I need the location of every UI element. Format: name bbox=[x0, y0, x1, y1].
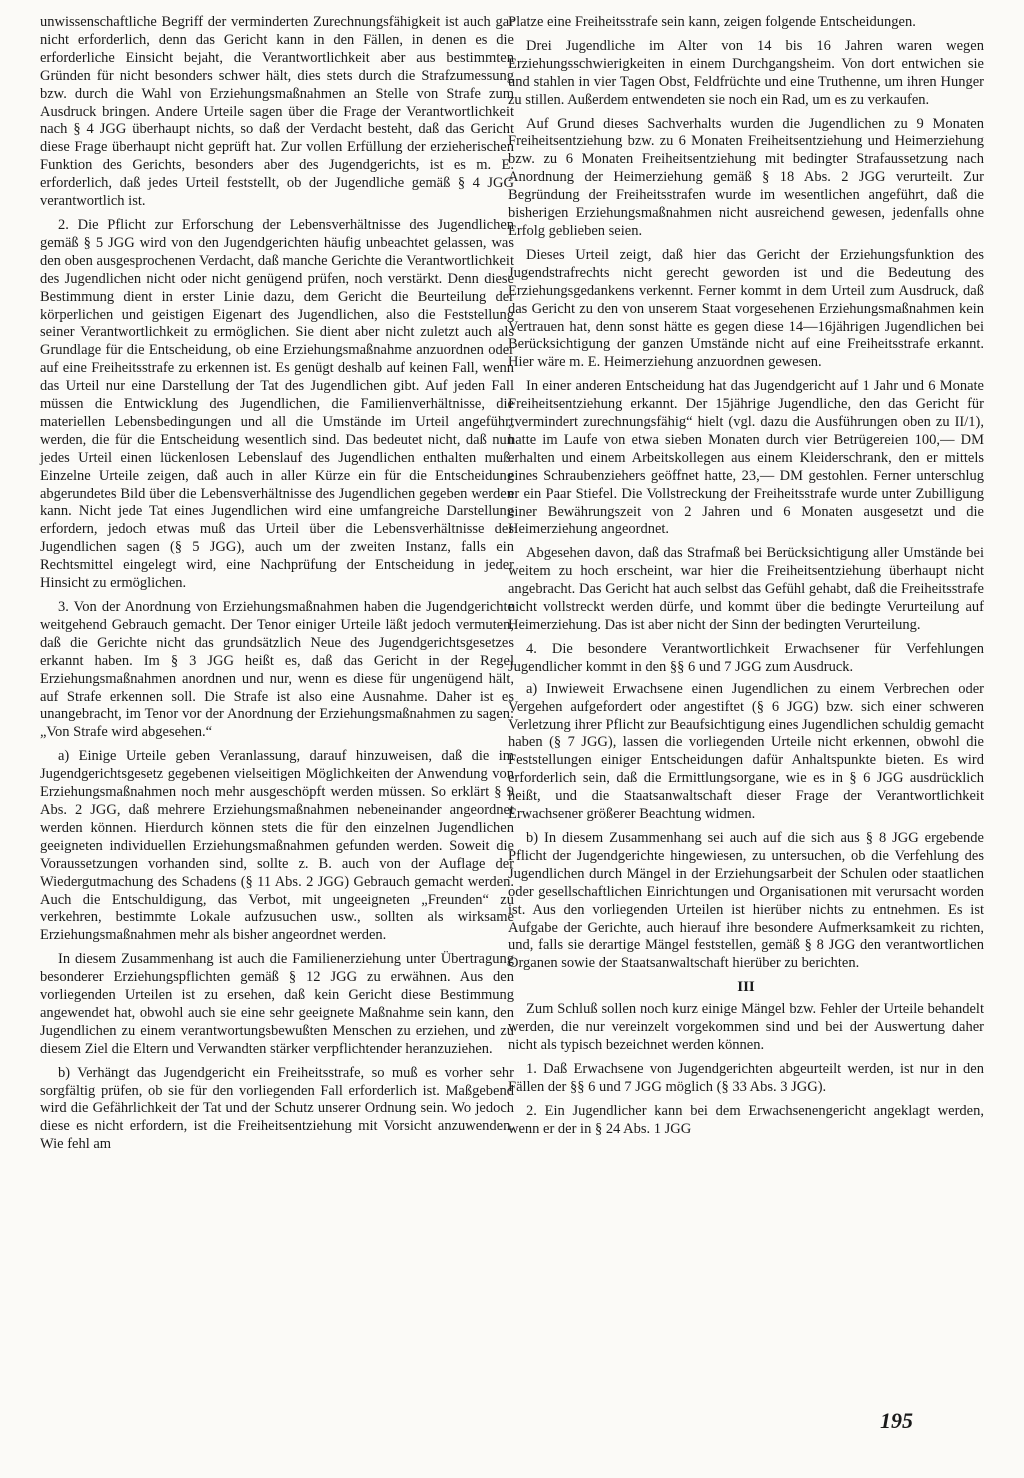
paragraph: Drei Jugendliche im Alter von 14 bis 16 Jahren waren wegen Erziehungsschwierigkeiten in einem Durchgangsheim. Von dort entwichen sie und stahlen in vier Tagen Obst, Feldfrüchte und eine Truthenne, um ihren Hunger zu stillen. Außerdem entwendeten sie noch ein Rad, um es zu verkaufen. bbox=[508, 37, 984, 108]
paragraph: 2. Die Pflicht zur Erforschung der Lebensverhältnisse des Jugendlichen gemäß § 5 JGG wird von den Jugendgerichten häufig unbeachtet gelassen, was den oben ausgesprochenen Verdacht, daß manche Gerichte die Verantwortlichkeit des Jugendlichen nicht oder nicht genügend prüfen, noch verstärkt. Denn diese Bestimmung dient in erster Linie dazu, dem Gericht die Beurteilung der körperlichen und geistigen Eigenart des Jugendlichen, also die Feststellung seiner Verantwortlichkeit zu ermöglichen. Sie dient aber nicht zuletzt auch als Grundlage für die Entscheidung, ob eine Erziehungsmaßnahme anzuordnen oder auf eine Freiheitsstrafe zu erkennen ist. Es genügt deshalb auf keinen Fall, wenn das Urteil nur eine Darstellung der Tat des Jugendlichen gibt. Auf jeden Fall müssen die Entwicklung des Jugendlichen, die Familienverhältnisse, die materiellen Lebensbedingungen und all die Umstände im Urteil angeführt werden, die für die Entscheidung wesentlich sind. Das bedeutet nicht, daß nun jedes Urteil einen lückenlosen Lebenslauf des Jugendlichen enthalten muß. Einzelne Urteile zeigen, daß auch in aller Kürze ein für die Entscheidung abgerundetes Bild über die Lebensverhältnisse des Jugendlichen gegeben werden kann. Nicht jede Tat eines Jugendlichen wird eine umfangreiche Darstellung erfordern, jedoch etwas muß das Urteil über die Lebensverhältnisse des Jugendlichen sagen (§ 5 JGG), auch um der zweiten Instanz, falls ein Rechtsmittel eingelegt wird, eine Nachprüfung der Entscheidung in jeder Hinsicht zu ermöglichen. bbox=[40, 216, 514, 592]
paragraph: 3. Von der Anordnung von Erziehungsmaßnahmen haben die Jugendgerichte weitgehend Gebrauch gemacht. Der Tenor einiger Urteile läßt jedoch vermuten, daß die Gerichte nicht das grundsätzlich Neue des Jugendgerichtsgesetzes erkannt haben. Im § 3 JGG heißt es, daß das Gericht in der Regel Erziehungsmaßnahmen anordnen und nur, wenn es diese für ungenügend hält, auf Strafe erkennen soll. Die Strafe ist also eine Ausnahme. Daher ist es unangebracht, im Tenor vor der Anordnung der Erziehungsmaßnahmen zu sagen: „Von Strafe wird abgesehen.“ bbox=[40, 599, 514, 741]
right-column bbox=[508, 14, 984, 1144]
paragraph: unwissenschaftliche Begriff der verminderten Zurechnungsfähigkeit ist auch gar nicht erforderlich, denn das Gericht kann in den Fällen, in denen es die erforderliche Einsicht bejaht, die Verantwortlichkeit aber aus bestimmten Gründen für nicht besonders schwer hält, dies stets durch die Strafzumessung bzw. durch die Wahl von Erziehungsmaßnahmen an Stelle von Strafe zum Ausdruck bringen. Andere Urteile sagen über die Frage der Verantwortlichkeit nach § 4 JGG überhaupt nichts, so daß der Verdacht besteht, daß das Gericht diese Frage überhaupt nicht geprüft hat. Zur vollen Erfüllung der erzieherischen Funktion des Gerichts, besonders aber des Jugendgerichts, ist es m. E. erforderlich, daß jedes Urteil feststellt, ob der Jugendliche gemäß § 4 JGG verantwortlich ist. bbox=[40, 14, 514, 210]
paragraph: b) Verhängt das Jugendgericht ein Freiheitsstrafe, so muß es vorher sehr sorgfältig prüfen, ob sie für den vorliegenden Fall erforderlich ist. Maßgebend wird die Gefährlichkeit der Tat und der Schutz unserer Ordnung sein. Wo jedoch diese es nicht erfordern, ist die Freiheitsentziehung mit Vorsicht anzuwenden. Wie fehl am bbox=[40, 1064, 514, 1153]
paragraph: Zum Schluß sollen noch kurz einige Mängel bzw. Fehler der Urteile behandelt werden, die nur vereinzelt vorgekommen sind und bei der Auswertung daher nicht als typisch bezeichnet werden können. bbox=[508, 1001, 984, 1053]
paragraph: a) Inwieweit Erwachsene einen Jugendlichen zu einem Verbrechen oder Vergehen aufgefordert oder angestiftet (§ 6 JGG) bzw. sich einer schweren Verletzung ihrer Pflicht zur Beaufsichtigung eines Jugendlichen schuldig gemacht haben (§ 7 JGG), lassen die vorliegenden Urteile nicht erkennen, obwohl die Feststellungen einiger Entscheidungen dafür Anhaltspunkte bieten. Es wird erforderlich sein, daß die Ermittlungsorgane, wie es in § 6 JGG ausdrücklich heißt, und die Staatsanwaltschaft dieser Frage der Verantwortlichkeit Erwachsener größerer Beachtung widmen. bbox=[508, 680, 984, 823]
paragraph: Abgesehen davon, daß das Strafmaß bei Berücksichtigung aller Umstände bei weitem zu hoch erscheint, war hier die Freiheitsentziehung überhaupt nicht angebracht. Das Gericht hat auch selbst das Gefühl gehabt, daß die Freiheitsstrafe nicht vollstreckt werden dürfe, und kommt über die bedingte Verurteilung auf Heimerziehung. Das ist aber nicht der Sinn der bedingten Verurteilung. bbox=[508, 545, 984, 633]
section-heading: III bbox=[737, 979, 755, 996]
paragraph: 4. Die besondere Verantwortlichkeit Erwachsener für Verfehlungen Jugendlicher kommt in den §§ 6 und 7 JGG zum Ausdruck. bbox=[508, 640, 984, 675]
paragraph: Dieses Urteil zeigt, daß hier das Gericht der Erziehungsfunktion des Jugendstrafrechts nicht gerecht geworden ist und die Bedeutung des Erziehungsgedankens verkennt. Ferner kommt in dem Urteil zum Ausdruck, daß das Gericht zu den von unserem Staat vorgesehenen Erziehungsmaßnahmen kein Vertrauen hat, denn sonst hätte es gegen diese 14—16jährigen Jugendlichen bei Berücksichtigung der ganzen Umstände nicht auf eine Freiheitsstrafe erkannt. Hier wäre m. E. Heimerziehung anzuordnen gewesen. bbox=[508, 246, 984, 371]
paragraph: 1. Daß Erwachsene von Jugendgerichten abgeurteilt werden, ist nur in den Fällen der §§ 6 und 7 JGG möglich (§ 33 Abs. 3 JGG). bbox=[508, 1060, 984, 1095]
paragraph: In einer anderen Entscheidung hat das Jugendgericht auf 1 Jahr und 6 Monate Freiheitsentziehung erkannt. Der 15jährige Jugendliche, den das Gericht für „vermindert zurechnungsfähig“ hielt (vgl. dazu die Ausführungen oben zu II/1), hatte im Laufe von etwa sieben Monaten durch vier Betrügereien 100,— DM erhalten und einem Arbeitskollegen aus einem Kleiderschrank, den er mittels eines Schraubenziehers geöffnet hatte, 23,— DM gestohlen. Ferner unterschlug er ein Paar Stiefel. Die Vollstreckung der Freiheitsstrafe wurde unter Zubilligung einer Bewährungszeit von 2 Jahren und 6 Monaten ausgesetzt und die Heimerziehung angeordnet. bbox=[508, 378, 984, 538]
paragraph: Auf Grund dieses Sachverhalts wurden die Jugendlichen zu 9 Monaten Freiheitsentziehung bzw. zu 6 Monaten Freiheitsentziehung und Heimerziehung bzw. zu 6 Monaten Freiheitsentziehung mit bedingter Strafaussetzung nach Anordnung der Heimerziehung gemäß § 18 Abs. 2 JGG verurteilt. Zur Begründung der Freiheitsstrafen wurde im wesentlichen angeführt, daß die bisherigen Erziehungsmaßnahmen nicht ausreichend gewesen, jedenfalls ohne Erfolg geblieben seien. bbox=[508, 115, 984, 239]
paragraph: a) Einige Urteile geben Veranlassung, darauf hinzuweisen, daß die im Jugendgerichtsgesetz gegebenen vielseitigen Möglichkeiten der Anwendung von Erziehungsmaßnahmen noch mehr ausgeschöpft werden müssen. So erklärt § 9 Abs. 2 JGG, daß mehrere Erziehungsmaßnahmen nebeneinander angeordnet werden können. Hierdurch können stets die für den einzelnen Jugendlichen geeigneten individuellen Erziehungsmaßnahmen gefunden werden. Soweit die Voraussetzungen vorhanden sind, sollte z. B. auch von der Auflage der Wiedergutmachung des Schadens (§ 11 Abs. 2 JGG) Gebrauch gemacht werden. Auch die Entschuldigung, das Verbot, mit ungeeigneten „Freunden“ zu verkehren, bestimmte Lokale aufzusuchen usw., sollten als wirksame Erziehungsmaßnahmen mehr als bisher angeordnet werden. bbox=[40, 748, 514, 944]
paragraph: In diesem Zusammenhang ist auch die Familienerziehung unter Übertragung besonderer Erziehungspflichten gemäß § 12 JGG zu erwähnen. Aus den vorliegenden Urteilen ist zu ersehen, daß kein Gericht diese Bestimmung angewendet hat, obwohl auch sie eine sehr geeignete Maßnahme sein kann, den Jugendlichen zu einem verantwortungsbewußten Menschen zu erziehen, und zu diesem Ziel die Eltern und Verwandten stärker verpflichtender heranzuziehen. bbox=[40, 951, 514, 1057]
paragraph: Platze eine Freiheitsstrafe sein kann, zeigen folgende Entscheidungen. bbox=[508, 14, 916, 30]
paragraph: 2. Ein Jugendlicher kann bei dem Erwachsenengericht angeklagt werden, wenn er der in § 24 Abs. 1 JGG bbox=[508, 1102, 984, 1137]
left-column bbox=[40, 14, 514, 1160]
page-number: 195 bbox=[880, 1408, 913, 1433]
paragraph: b) In diesem Zusammenhang sei auch auf die sich aus § 8 JGG ergebende Pflicht der Jugendgerichte hingewiesen, zu untersuchen, ob die Verfehlung des Jugendlichen durch Mängel in der Erziehungsarbeit der Schulen oder staatlichen oder gesellschaftlichen Einrichtungen und Organisationen mit verursacht worden ist. Aus den vorliegenden Urteilen ist hierüber nichts zu entnehmen. Es ist Aufgabe der Gerichte, auch hierauf ihre besondere Aufmerksamkeit zu richten, und, falls sie derartige Mängel feststellen, gemäß § 8 JGG den verantwortlichen Organen sowie der Staatsanwaltschaft hierüber zu berichten. bbox=[508, 829, 984, 972]
